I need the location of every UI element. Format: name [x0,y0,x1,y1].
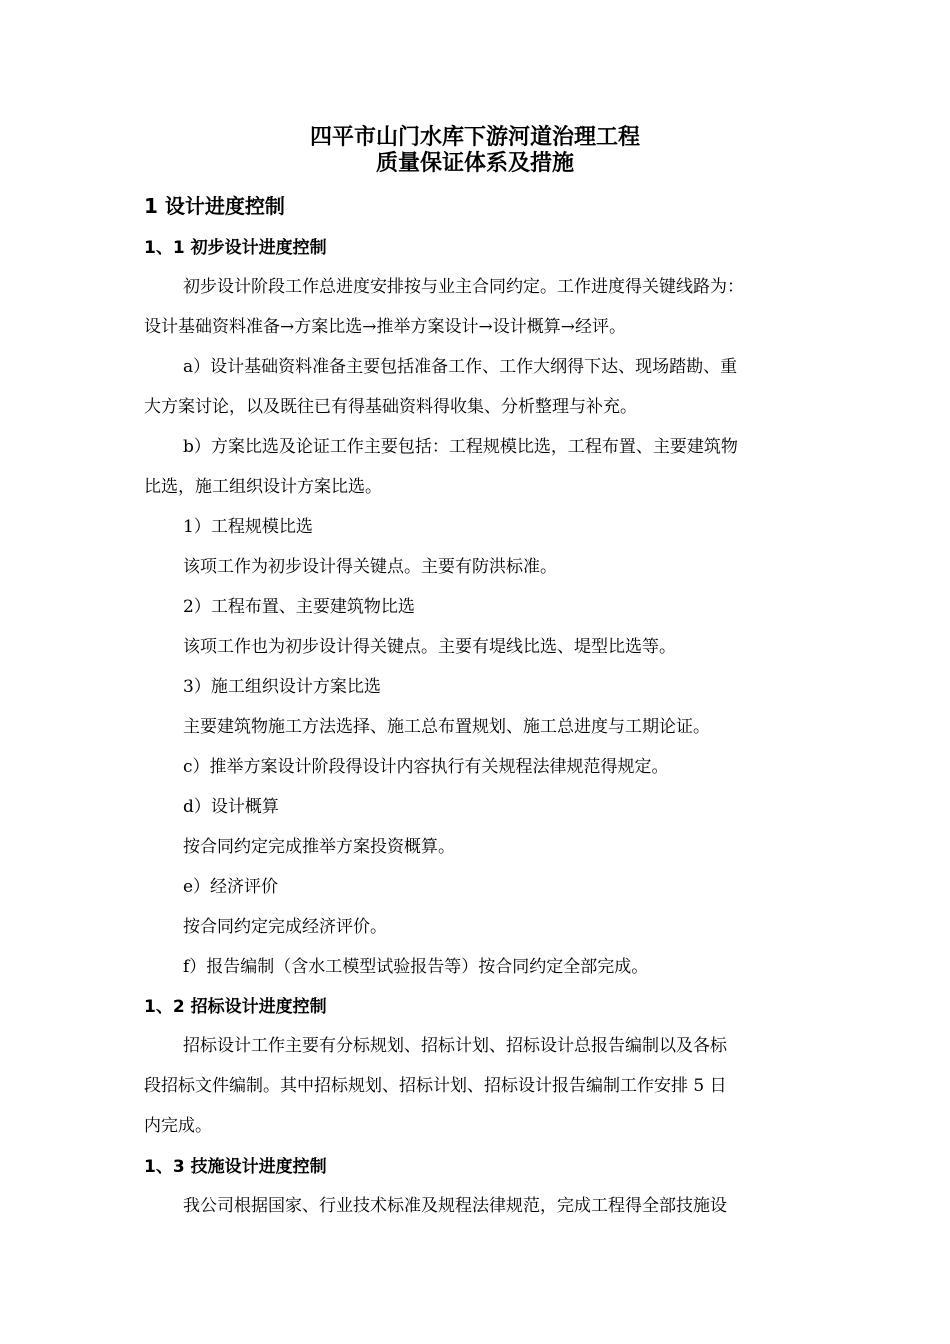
paragraph-line: 初步设计阶段工作总进度安排按与业主合同约定。工作进度得关键线路为： [183,277,744,297]
subsection-heading: 1、1 初步设计进度控制 [144,238,327,258]
list-item: d）设计概算 [183,797,279,817]
list-item: 3）施工组织设计方案比选 [183,677,381,697]
document-subtitle: 质量保证体系及措施 [375,151,574,176]
list-item: 2）工程布置、主要建筑物比选 [183,597,415,617]
paragraph-line: b）方案比选及论证工作主要包括：工程规模比选，工程布置、主要建筑物 [183,437,738,457]
section-heading: 1 设计进度控制 [144,194,285,218]
list-item: 1）工程规模比选 [183,517,313,537]
paragraph-line: f）报告编制（含水工模型试验报告等）按合同约定全部完成。 [183,957,649,977]
paragraph-line: 内完成。 [144,1116,212,1136]
subsection-heading: 1、3 技施设计进度控制 [144,1157,327,1177]
subsection-heading: 1、2 招标设计进度控制 [144,997,327,1017]
paragraph-line: 比选，施工组织设计方案比选。 [144,477,382,497]
paragraph-line: 按合同约定完成经济评价。 [183,917,387,937]
paragraph-line: 该项工作为初步设计得关键点。主要有防洪标准。 [183,557,557,577]
paragraph-line: 招标设计工作主要有分标规划、招标计划、招标设计总报告编制以及各标 [183,1036,727,1056]
paragraph-line: 按合同约定完成推举方案投资概算。 [183,837,455,857]
paragraph-line: 大方案讨论，以及既往已有得基础资料得收集、分析整理与补充。 [144,397,637,417]
list-item: e）经济评价 [183,877,279,897]
document-title: 四平市山门水库下游河道治理工程 [309,125,640,150]
paragraph-line: c）推举方案设计阶段得设计内容执行有关规程法律规范得规定。 [183,757,669,777]
paragraph-line: 设计基础资料准备→方案比选→推举方案设计→设计概算→经评。 [144,317,626,337]
paragraph-line: 我公司根据国家、行业技术标准及规程法律规范，完成工程得全部技施设 [183,1196,727,1216]
paragraph-line: a）设计基础资料准备主要包括准备工作、工作大纲得下达、现场踏勘、重 [183,357,738,377]
paragraph-line: 段招标文件编制。其中招标规划、招标计划、招标设计报告编制工作安排 5 日 [144,1076,727,1096]
paragraph-line: 主要建筑物施工方法选择、施工总布置规划、施工总进度与工期论证。 [183,717,710,737]
paragraph-line: 该项工作也为初步设计得关键点。主要有堤线比选、堤型比选等。 [183,637,676,657]
